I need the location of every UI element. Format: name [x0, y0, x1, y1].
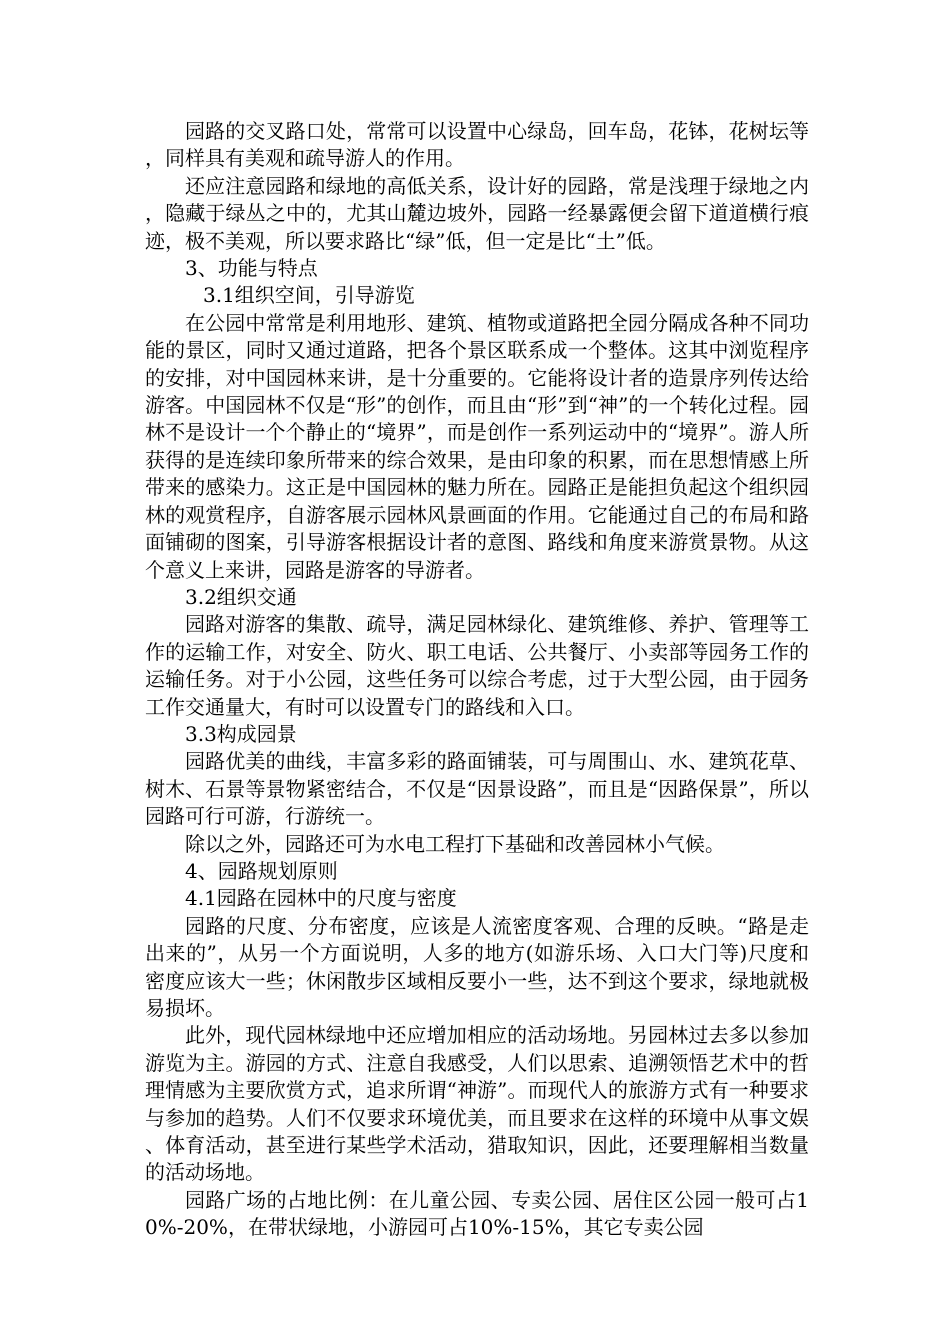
paragraph-intersection-islands: 园路的交叉路口处，常常可以设置中心绿岛，回车岛，花钵，花树坛等，同样具有美观和疏导游人的作用。: [145, 119, 809, 171]
subsection-heading-scenery: 3.3构成园景: [185, 721, 297, 746]
section-heading-principles: 4、园路规划原则: [185, 858, 338, 883]
subsection-heading-scale-density: 4.1园路在园林中的尺度与密度: [185, 886, 457, 911]
document-body: [145, 118, 809, 1242]
paragraph-scenery: 园路优美的曲线，丰富多彩的路面铺装，可与周围山、水、建筑花草、树木、石景等景物紧密结合，不仅是“因景设路”，而且是“因路保景”，所以园路可行可游，行游统一。: [145, 749, 809, 829]
paragraph-traffic: 园路对游客的集散、疏导，满足园林绿化、建筑维修、养护、管理等工作的运输工作，对安全、防火、职工电话、公共餐厅、小卖部等园务工作的运输任务。对于小公园，这些任务可以综合考虑，过于大型公园，由于园务工作交通量大，有时可以设置专门的路线和入口。: [145, 612, 809, 719]
paragraph-road-level: 还应注意园路和绿地的高低关系，设计好的园路，常是浅理于绿地之内，隐藏于绿丛之中的，尤其山麓边坡外，园路一经暴露便会留下道道横行痕迹，极不美观，所以要求路比“绿”低，但一定是比“土”低。: [145, 173, 809, 253]
subsection-heading-traffic: 3.2组织交通: [185, 584, 297, 609]
subsection-heading-organize-space: 3.1组织空间，引导游览: [203, 283, 415, 308]
paragraph-plaza-ratio: 园路广场的占地比例：在儿童公园、专卖公园、居住区公园一般可占10%-20%，在带状绿地，小游园可占10%-15%，其它专卖公园: [145, 1187, 809, 1240]
paragraph-scale-density: 园路的尺度、分布密度，应该是人流密度客观、合理的反映。“路是走出来的”，从另一个方面说明，人多的地方(如游乐场、入口大门等)尺度和密度应该大一些；休闲散步区域相反要小一些，达不到这个要求，绿地就极易损坏。: [145, 913, 809, 1020]
paragraph-activity-space: 此外，现代园林绿地中还应增加相应的活动场地。另园林过去多以参加游览为主。游园的方式、注意自我感受，人们以思索、追溯领悟艺术中的哲理情感为主要欣赏方式，追求所谓“神游”。而现代人的旅游方式有一种要求与参加的趋势。人们不仅要求环境优美，而且要求在这样的环境中从事文娱、体育活动，甚至进行某些学术活动，猎取知识，因此，还要理解相当数量的活动场地。: [145, 1023, 809, 1185]
paragraph-microclimate: 除以之外，园路还可为水电工程打下基础和改善园林小气候。: [185, 831, 725, 856]
paragraph-organize-space: 在公园中常常是利用地形、建筑、植物或道路把全园分隔成各种不同功能的景区，同时又通过道路，把各个景区联系成一个整体。这其中浏览程序的安排，对中国园林来讲，是十分重要的。它能将设计者的造景序列传达给游客。中国园林不仅是“形”的创作，而且由“形”到“神”的一个转化过程。园林不是设计一个个静止的“境界”，而是创作一系列运动中的“境界”。游人所获得的是连续印象所带来的综合效果，是由印象的积累，而在思想情感上所带来的感染力。这正是中国园林的魅力所在。园路正是能担负起这个组织园林的观赏程序，自游客展示园林风景画面的作用。它能通过自己的布局和路面铺砌的图案，引导游客根据设计者的意图、路线和角度来游赏景物。从这个意义上来讲，园路是游客的导游者。: [145, 310, 809, 582]
section-heading-functions: 3、功能与特点: [185, 256, 318, 281]
